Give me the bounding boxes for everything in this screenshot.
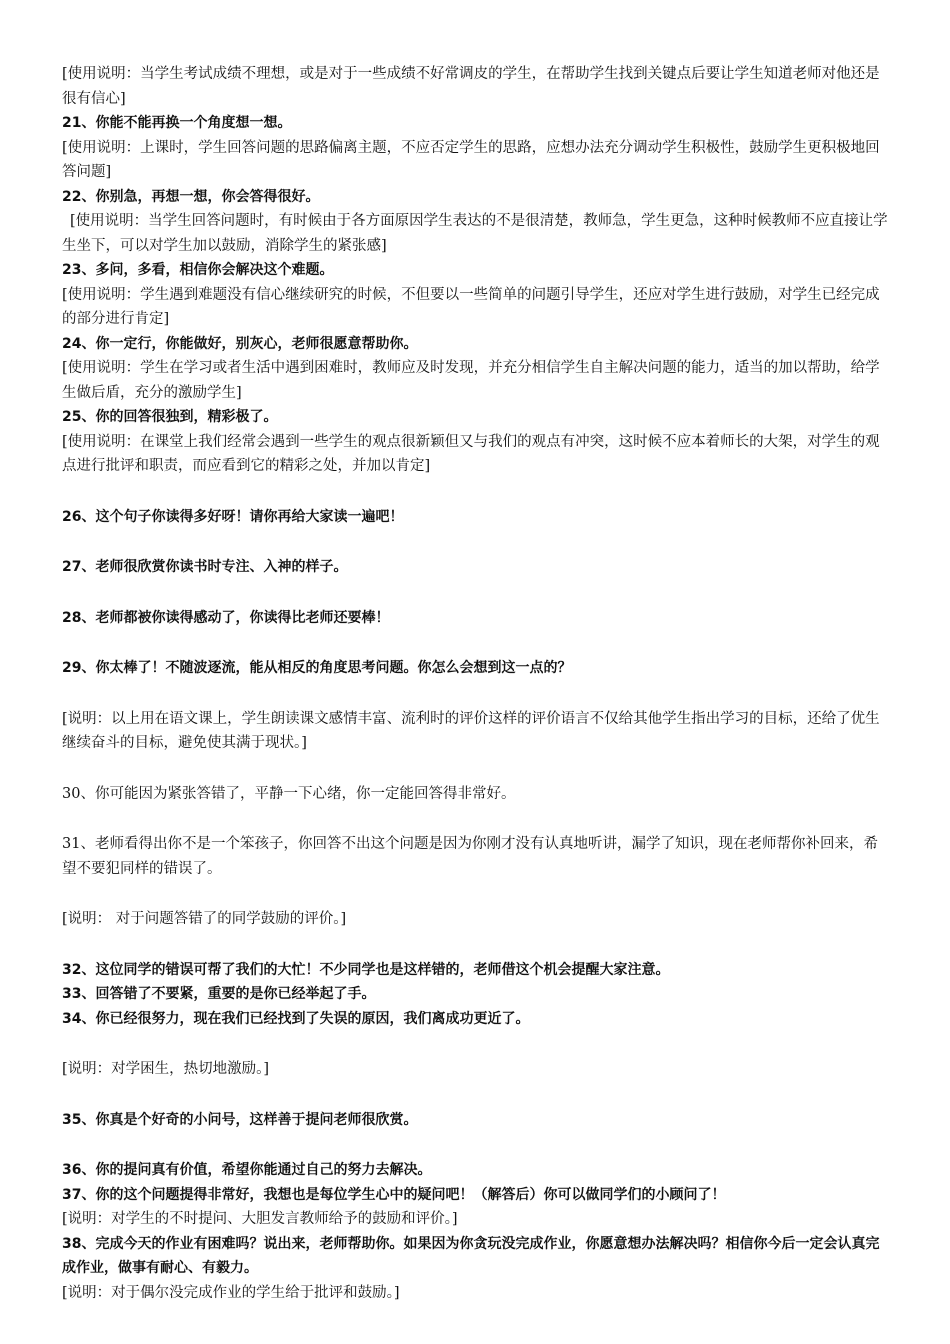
paragraph: 31、老师看得出你不是一个笨孩子，你回答不出这个问题是因为你刚才没有认真地听讲，漏学了知识，现在老师帮你补回来，希望不要犯同样的错误了。 <box>62 836 878 877</box>
item-heading: 38、完成今天的作业有困难吗？说出来，老师帮助你。如果因为你贪玩没完成作业，你愿意想办法解决吗？相信你今后一定会认真完成作业，做事有耐心、有毅力。 <box>62 1235 880 1276</box>
item-heading: 32、这位同学的错误可帮了我们的大忙！不少同学也是这样错的，老师借这个机会提醒大家注意。 <box>62 961 670 978</box>
paragraph: 30、你可能因为紧张答错了，平静一下心绪，你一定能回答得非常好。 <box>62 785 516 802</box>
spacer <box>62 932 892 958</box>
item-heading: 22、你别急，再想一想，你会答得很好。 <box>62 188 320 205</box>
item-heading: 29、你太棒了！不随波逐流，能从相反的角度思考问题。你怎么会想到这一点的？ <box>62 660 572 676</box>
item-heading: 36、你的提问真有价值，希望你能通过自己的努力去解决。 <box>62 1162 432 1178</box>
item-heading: 26、这个句子你读得多好呀！请你再给大家读一遍吧！ <box>62 508 404 525</box>
item-heading: 21、你能不能再换一个角度想一想。 <box>62 115 292 131</box>
item-heading: 27、老师很欣赏你读书时专注、入神的样子。 <box>62 559 348 575</box>
paragraph: [使用说明：在课堂上我们经常会遇到一些学生的观点很新颖但又与我们的观点有冲突，这时候不应本着师长的大架，对学生的观点进行批评和职责，而应看到它的精彩之处，并加以肯定] <box>62 433 880 474</box>
spacer <box>62 806 892 832</box>
spacer <box>62 529 892 555</box>
paragraph: [使用说明：学生遇到难题没有信心继续研究的时候，不但要以一些简单的问题引导学生，还应对学生进行鼓励，对学生已经完成的部分进行肯定] <box>62 286 880 327</box>
paragraph: [说明：对于偶尔没完成作业的学生给于批评和鼓励。] <box>62 1284 400 1301</box>
spacer <box>62 881 892 907</box>
spacer <box>62 1031 892 1057</box>
spacer <box>62 630 892 656</box>
item-heading: 37、你的这个问题提得非常好，我想也是每位学生心中的疑问吧！（解答后）你可以做同学们的小顾问了！ <box>62 1186 726 1203</box>
spacer <box>62 681 892 707</box>
item-heading: 33、回答错了不要紧，重要的是你已经举起了手。 <box>62 986 376 1002</box>
item-heading: 34、你已经很努力，现在我们已经找到了失误的原因，我们离成功更近了。 <box>62 1010 530 1027</box>
item-heading: 25、你的回答很独到，精彩极了。 <box>62 409 278 425</box>
paragraph: [使用说明：学生在学习或者生活中遇到困难时，教师应及时发现，并充分相信学生自主解决问题的能力，适当的加以帮助，给学生做后盾，充分的激励学生] <box>62 360 880 401</box>
spacer <box>62 756 892 782</box>
spacer <box>62 1082 892 1108</box>
item-heading: 24、你一定行，你能做好，别灰心，老师很愿意帮助你。 <box>62 335 418 352</box>
spacer <box>62 580 892 606</box>
paragraph: [使用说明：上课时，学生回答问题的思路偏离主题，不应否定学生的思路，应想办法充分调动学生积极性，鼓励学生更积极地回答问题] <box>62 139 880 180</box>
spacer <box>62 1132 892 1158</box>
item-heading: 23、多问，多看，相信你会解决这个难题。 <box>62 262 334 278</box>
item-heading: 35、你真是个好奇的小问号，这样善于提问老师很欣赏。 <box>62 1111 418 1128</box>
paragraph: [使用说明：当学生回答问题时，有时候由于各方面原因学生表达的不是很清楚，教师急，学生更急，这种时候教师不应直接让学生坐下，可以对学生加以鼓励，消除学生的紧张感] <box>62 213 888 254</box>
paragraph: [使用说明：当学生考试成绩不理想，或是对于一些成绩不好常调皮的学生，在帮助学生找到关键点后要让学生知道老师对他还是很有信心] <box>62 66 880 107</box>
paragraph: [说明： 对于问题答错了的同学鼓励的评价。] <box>62 911 347 927</box>
paragraph: [说明：以上用在语文课上，学生朗读课文感情丰富、流利时的评价这样的评价语言不仅给其他学生指出学习的目标，还给了优生继续奋斗的目标，避免使其满于现状。] <box>62 710 880 751</box>
paragraph: [说明：对学困生，热切地激励。] <box>62 1061 270 1077</box>
item-heading: 28、老师都被你读得感动了，你读得比老师还要棒！ <box>62 609 390 626</box>
spacer <box>62 479 892 505</box>
paragraph: [说明：对学生的不时提问、大胆发言教师给予的鼓励和评价。] <box>62 1211 458 1227</box>
